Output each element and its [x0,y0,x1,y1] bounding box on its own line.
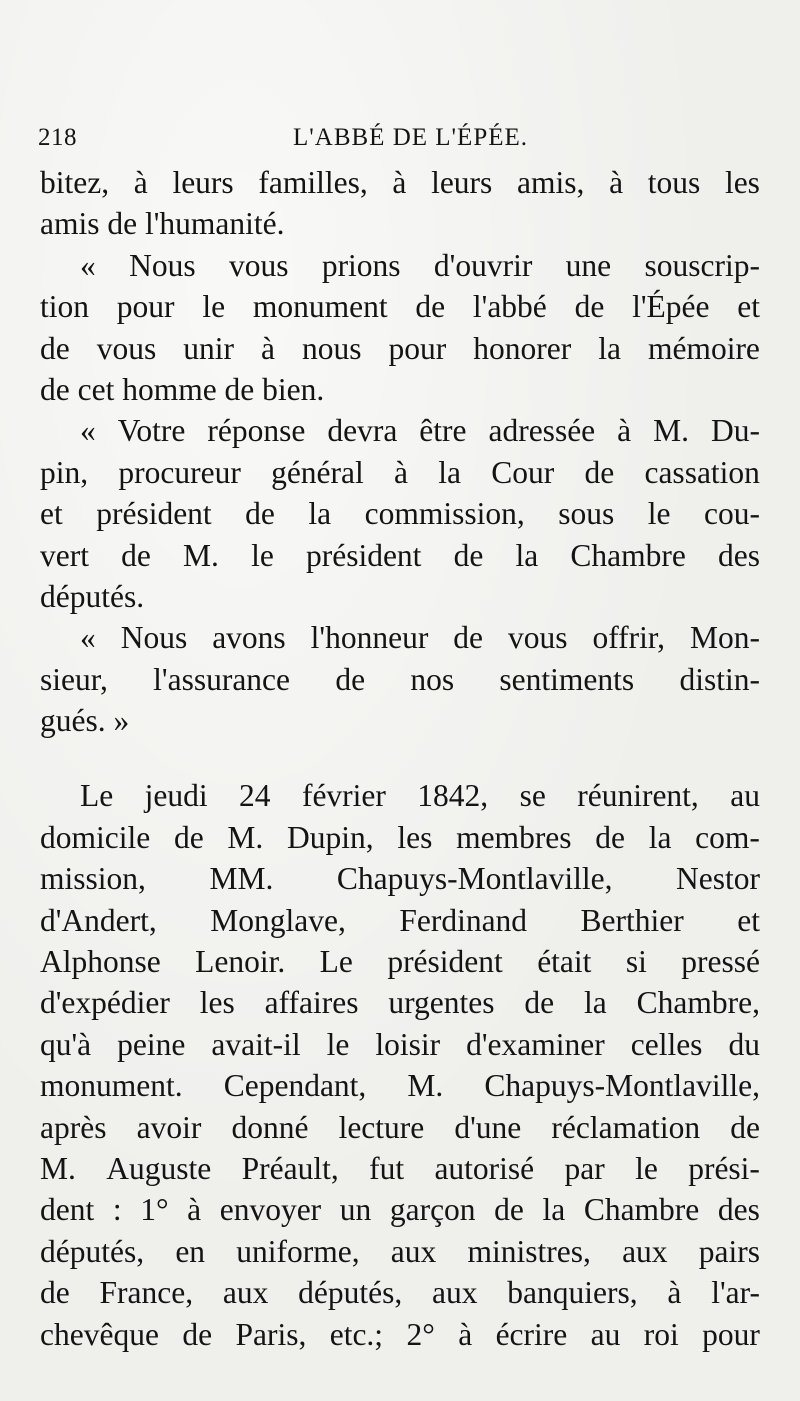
word: M. [40,1150,76,1186]
word: à [133,165,148,200]
word: 2° [406,1316,435,1352]
word: les [199,985,235,1021]
word: être [419,413,467,449]
word: monument [252,289,388,325]
word: d'expédier [40,985,170,1021]
text-line [40,817,760,858]
line-text [40,941,760,982]
word: aux [390,1233,437,1269]
word: de [40,330,70,366]
text-line [40,452,760,493]
word: le [251,537,274,573]
word: à [458,1316,473,1352]
text-line [40,900,760,941]
text-line [40,858,760,899]
word: l'honneur [310,620,429,656]
word: 1° [140,1192,169,1228]
word: si [625,944,647,980]
word: celles [630,1026,703,1062]
word: au [730,778,760,814]
word: affaires [264,985,359,1021]
running-header [38,124,758,158]
word: M. [653,413,690,449]
word: de [453,620,484,656]
word: à [261,330,275,366]
word: etc.; [329,1316,384,1352]
text-line [40,245,760,286]
word: cou- [703,496,760,532]
word: Chambre, [636,985,760,1021]
word: écrire [495,1316,568,1352]
word: se [519,778,546,814]
word: d'Andert, [40,902,157,938]
word: d'ouvrir [433,247,533,283]
line-text [40,493,760,534]
word: la [542,1192,566,1228]
word: pour [116,289,175,325]
word: Dupin, [287,819,374,855]
word: vous [96,330,157,366]
word: donné [231,1109,309,1145]
word: Chapuys-Montlaville, [484,1068,760,1104]
word: un [339,1192,372,1228]
line-text [40,452,760,493]
word: vous [228,247,289,283]
page-number: 218 [38,124,77,151]
word: urgentes [388,985,495,1021]
word: réunirent, [577,778,699,814]
text-line [40,1107,760,1148]
word: sentiments [499,661,635,697]
word: : [112,1192,122,1228]
word: lecture [338,1109,425,1145]
word: banquiers, [507,1275,638,1311]
word: honorer [473,330,572,366]
word: Paris, [235,1316,307,1352]
word: d'une [454,1109,522,1145]
text-line [40,286,760,327]
word: « [80,413,96,449]
text-line [40,1024,760,1065]
word: avons [212,620,286,656]
line-text [40,817,760,858]
word: 1842, [417,778,489,814]
text-line [40,410,760,451]
text-line [40,535,760,576]
word: à [609,165,624,200]
word: de [245,496,275,532]
word: la [515,537,539,573]
word: souscrip- [644,247,760,283]
word: 24 [239,778,271,814]
word: Chambre [583,1192,700,1228]
word: amis, [517,165,585,200]
line-text [40,1314,760,1355]
word: général [271,454,364,490]
line-text [80,245,760,286]
word: monument. [40,1068,183,1104]
word: Chambre [570,537,686,573]
text-line [40,576,760,617]
word: de [730,1109,760,1145]
word: était [537,944,592,980]
word: aux [222,1275,269,1311]
word: prions [321,247,401,283]
word: M. [407,1068,444,1104]
word: après [40,1109,107,1145]
word: de [335,661,366,697]
line-text: gués. » [40,703,130,739]
line-text [40,1231,760,1272]
text-line [40,1065,760,1106]
word: réclamation [551,1109,701,1145]
word: aux [622,1233,668,1269]
text-line [40,982,760,1023]
word: Nous [120,620,188,656]
word: en [175,1233,206,1269]
word: à [187,1192,202,1228]
word: les [724,165,760,200]
word: réponse [207,413,306,449]
word: prési- [688,1150,760,1186]
line-text [40,535,760,576]
word: Alphonse [40,944,161,980]
word: à [392,165,407,200]
word: le [326,1026,350,1062]
word: février [301,778,386,814]
word: Le [319,944,353,980]
word: la [438,454,461,490]
text-line [40,203,760,244]
word: les [397,819,433,855]
running-title: L'ABBÉ DE L'ÉPÉE. [293,124,529,151]
text-line [40,369,760,410]
word: envoyer [219,1192,322,1228]
word: de [182,1316,213,1352]
word: Le [80,778,114,814]
word: tion [40,289,90,325]
word: Berthier [580,902,684,938]
word: cassation [644,454,760,490]
word: com- [695,819,760,855]
text-line [40,1231,760,1272]
word: et [40,496,63,532]
word: et [737,289,760,325]
word: loisir [375,1026,441,1062]
word: du [728,1026,760,1062]
word: devra [327,413,398,449]
word: de [40,1275,70,1311]
word: la [648,819,672,855]
word: pin, [40,454,89,490]
text-line [40,659,760,700]
word: leurs [431,165,493,200]
word: l'ar- [711,1275,760,1311]
word: M. [227,819,264,855]
word: « [80,247,96,283]
word: vous [508,620,568,656]
word: de [595,819,625,855]
word: des [717,1192,760,1228]
text-line [40,1314,760,1355]
word: distin- [679,661,760,697]
word: de [574,289,605,325]
word: de [584,454,615,490]
word: roi [643,1316,679,1352]
word: MM. [209,861,274,897]
word: fut [369,1150,405,1186]
word: pressé [681,944,760,980]
text-line [40,493,760,534]
word: président [96,496,212,532]
word: pour [388,330,447,366]
word: chevêque [40,1316,159,1352]
word: tous [647,165,701,200]
line-text: amis de l'humanité. [40,206,285,242]
word: « [80,620,96,656]
word: Chapuys-Montlaville, [336,861,613,897]
line-text [40,1272,760,1313]
word: à [394,454,408,490]
text-line [40,162,760,203]
line-text [40,1024,760,1065]
line-text [80,775,760,816]
line-text [40,1189,760,1230]
word: offrir, [592,620,665,656]
word: de [415,289,446,325]
word: Cependant, [223,1068,367,1104]
word: adressée [488,413,596,449]
word: mémoire [647,330,760,366]
word: au [590,1316,621,1352]
word: à [667,1275,682,1311]
word: Préault, [241,1150,339,1186]
word: le [647,496,671,532]
line-text: députés. [40,578,145,614]
body-text [40,162,760,1355]
text-line [40,1189,760,1230]
word: et [737,902,760,938]
word: France, [99,1275,194,1311]
word: l'Épée [632,289,710,325]
word: leurs [172,165,234,200]
word: avait-il [211,1026,301,1062]
line-text [40,858,760,899]
word: président [387,944,503,980]
word: Monglave, [210,902,346,938]
paragraph-gap [40,741,760,775]
word: procureur [118,454,241,490]
word: jeudi [144,778,208,814]
word: par [564,1150,605,1186]
text-line [40,328,760,369]
word: président [305,537,422,573]
word: membres [456,819,572,855]
line-text [80,410,760,451]
word: autorisé [434,1150,535,1186]
text-line [40,775,760,816]
word: le [635,1150,658,1186]
word: nous [301,330,362,366]
word: commission, [364,496,525,532]
word: pour [702,1316,760,1352]
word: avoir [136,1109,202,1145]
word: bitez, [40,165,110,200]
line-text [40,1065,760,1106]
line-text [40,328,760,369]
word: Nestor [676,861,760,897]
word: de [453,537,484,573]
line-text [40,659,760,700]
word: sieur, [40,661,108,697]
word: à [617,413,632,449]
word: peine [117,1026,186,1062]
line-text [40,162,760,203]
word: l'abbé [472,289,547,325]
word: Lenoir. [195,944,286,980]
text-line [40,941,760,982]
word: le [202,289,226,325]
word: uniforme, [236,1233,360,1269]
word: Nous [129,247,196,283]
word: la [584,985,607,1021]
word: aux [432,1275,478,1311]
word: pairs [698,1233,760,1269]
word: de [524,985,555,1021]
line-text [40,1107,760,1148]
word: des [718,537,760,573]
line-text [40,286,760,327]
word: Du- [711,413,760,449]
word: nos [410,661,455,697]
line-text [40,1148,760,1189]
word: une [565,247,612,283]
word: vert [40,537,89,573]
word: d'examiner [466,1026,605,1062]
word: de [173,819,204,855]
word: députés, [40,1233,145,1269]
word: Votre [117,413,186,449]
word: dent [40,1192,95,1228]
line-text [40,982,760,1023]
word: Auguste [106,1150,212,1186]
word: de [121,537,151,573]
line-text: de cet homme de bien. [40,371,325,407]
word: sous [558,496,615,532]
word: M. [183,537,219,573]
word: Mon- [689,620,760,656]
word: familles, [258,165,368,200]
word: mission, [40,861,146,897]
word: la [308,496,332,532]
word: ministres, [467,1233,591,1269]
text-line [40,700,760,741]
line-text [40,900,760,941]
word: la [598,330,621,366]
word: Cour [491,454,555,490]
text-line [40,617,760,658]
word: l'assurance [153,661,291,697]
word: députés, [298,1275,403,1311]
word: Ferdinand [399,902,528,938]
text-line [40,1148,760,1189]
word: de [494,1192,524,1228]
word: garçon [389,1192,476,1228]
word: unir [183,330,234,366]
text-line [40,1272,760,1313]
word: domicile [40,819,151,855]
line-text [80,617,760,658]
word: qu'à [40,1026,92,1062]
